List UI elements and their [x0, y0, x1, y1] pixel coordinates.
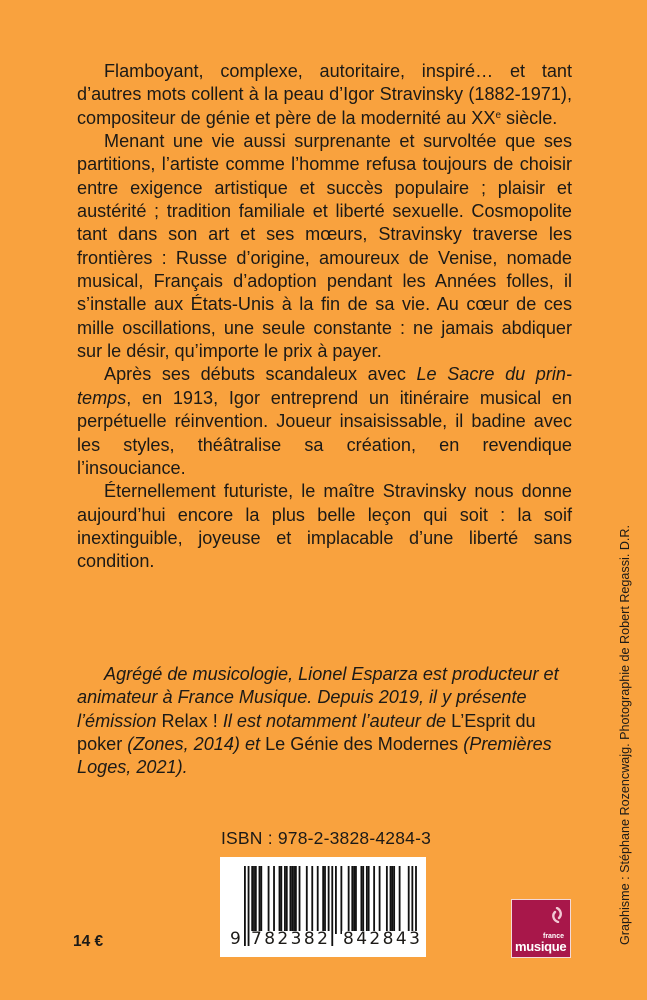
credits: Graphisme : Stéphane Rozencwajg. Photographie de Robert Regassi. D.R.: [618, 524, 632, 946]
logo-mark-icon: [550, 907, 564, 923]
summary-text: siècle.: [501, 107, 558, 128]
superscript: e: [495, 109, 501, 121]
bio-title-relax: Relax !: [161, 710, 218, 731]
france-musique-logo: [511, 899, 571, 958]
bio-text: (Zones, 2014) et: [122, 734, 266, 755]
bio-text: (Premières Loges, 2021).: [77, 734, 552, 778]
summary-text: Après ses débuts scandaleux avec: [104, 364, 417, 385]
logo-musique-text: musique: [515, 939, 567, 954]
logo-france-text: france: [542, 933, 564, 940]
author-bio-paragraph: [77, 663, 572, 780]
author-bio: [77, 663, 572, 780]
work-title: Le Sacre du prin-temps: [77, 364, 572, 408]
summary-paragraph: [77, 60, 572, 130]
bio-title-esprit-du-poker: L’Esprit du poker: [77, 710, 536, 755]
summary-text: Flamboyant, complexe, autoritaire, inspiré… et tant d’autres mots collent à la peau d’Igor Stravinsky (1882-1971), compositeur de génie et père de la modernité au XX: [77, 61, 572, 128]
bio-title-genie-des-modernes: Le Génie des Modernes: [265, 734, 459, 755]
summary-paragraph: Menant une vie aussi surprenante et survoltée que ses partitions, l’artiste comme l’homme refusa toujours de choisir entre exigence artistique et succès populaire ; plaisir et austérité ; tradition familiale et liberté sexuelle. Cosmopolite tant dans son art et ses mœurs, Stravinsky traverse les frontières : Russe d’origine, amoureux de Venise, nomade musical, Français d’adoption pendant les Années folles, il s’installe aux États-Unis à la fin de sa vie. Au cœur de ces mille oscillations, une seule constante : ne jamais abdiquer sur le désir, qu’importe le prix à payer.: [77, 131, 572, 362]
summary-paragraph: Éternellement futuriste, le maître Stravinsky nous donne aujourd’hui encore la plus belle leçon qui soit : la soif inextinguible, joyeuse et implacable d’une liberté sans condition.: [77, 481, 572, 572]
isbn-label: ISBN : 978-2-3828-4284-3: [221, 828, 432, 848]
back-cover-summary: [77, 60, 572, 574]
bio-text: Il est notamment l’auteur de: [217, 710, 452, 731]
barcode: [220, 857, 426, 957]
barcode-left-group: 782382: [251, 929, 331, 949]
barcode-right-group: 842843: [343, 929, 423, 949]
summary-paragraph: [77, 363, 572, 480]
barcode-digits: [220, 857, 426, 957]
summary-text: , en 1913, Igor entreprend un itinéraire musical en perpétuelle réinvention. Joueur insaisissable, il badine avec les styles, théâtralise sa création, en revendique l’insouciance.: [77, 387, 572, 478]
barcode-first-digit: 9: [230, 929, 241, 949]
bio-text: Agrégé de musicologie, Lionel Esparza est producteur et animateur à France Musique. Depuis 2019, il y présente l’émission: [77, 664, 559, 731]
price: 14 €: [73, 933, 104, 950]
